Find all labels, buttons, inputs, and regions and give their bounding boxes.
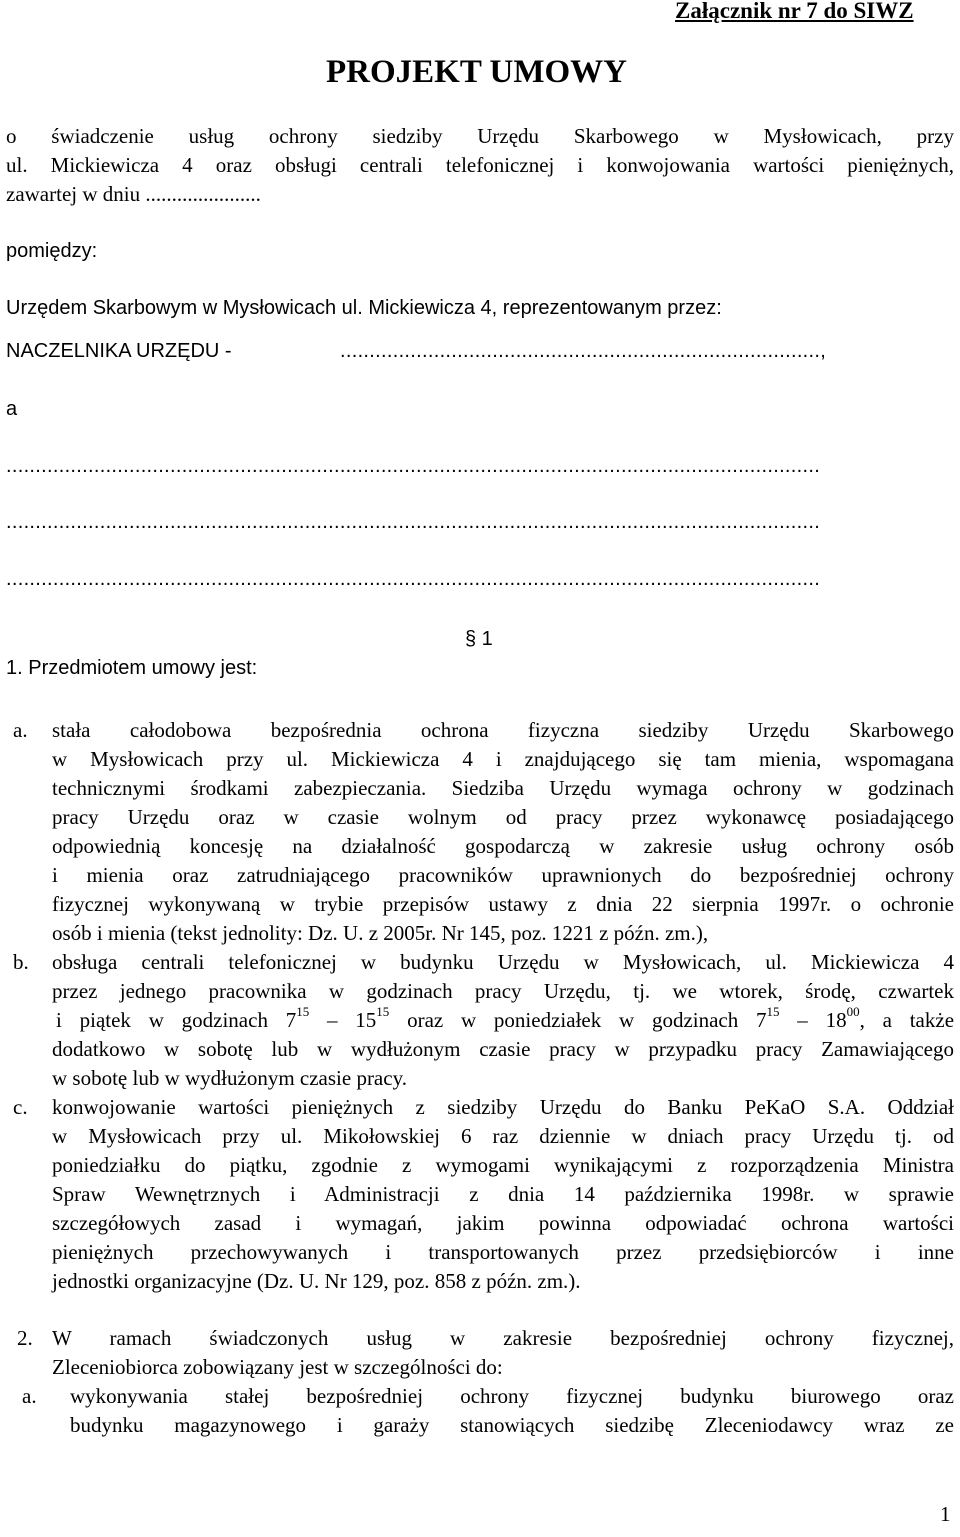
item-a-line: odpowiednią koncesję na działalność gospodarczą w zakresie usług ochrony osób [52,834,954,858]
item-a-line: i mienia oraz zatrudniającego pracowników uprawnionych do bezpośredniej ochrony [52,863,954,887]
item-2a-line: wykonywania stałej bezpośredniej ochrony fizycznej budynku biurowego oraz [70,1384,954,1408]
item-c-text [52,1093,954,1296]
item-b-line: w sobotę lub w wydłużonym czasie pracy. [52,1066,407,1090]
item-b-line: dodatkowo w sobotę lub w wydłużonym czasie pracy w przypadku pracy Zamawiającego [52,1037,954,1061]
item-a-line: pracy Urzędu oraz w czasie wolnym od pracy przez wykonawcę posiadającego [52,805,954,829]
item-a-line: stała całodobowa bezpośrednia ochrona fizyczna siedziby Urzędu Skarbowego [52,718,954,742]
intro-line-1: o świadczenie usług ochrony siedziby Urzędu Skarbowego w Mysłowicach, przy [6,124,954,148]
item-a-line: w Mysłowicach przy ul. Mickiewicza 4 i znajdującego się tam mienia, wspomagana [52,747,954,771]
item-c-line: jednostki organizacyjne (Dz. U. Nr 129, poz. 858 z późn. zm.). [52,1269,581,1293]
item-2a-marker: a. [22,1384,37,1408]
party-line-3: ........................................................................................................................................... [6,568,821,590]
section-symbol: § 1 [465,628,493,650]
document-title: PROJEKT UMOWY [326,54,627,90]
item-a-line: osób i mienia (tekst jednolity: Dz. U. z 2005r. Nr 145, poz. 1221 z późn. zm.), [52,921,709,945]
item-c-line: poniedziałku do piątku, zgodnie z wymogami wynikającymi z rozporządzenia Ministra [52,1153,954,1177]
between-label: pomiędzy: [6,240,98,262]
item-b-line: obsługa centrali telefonicznej w budynku Urzędu w Mysłowicach, ul. Mickiewicza 4 [52,950,954,974]
intro-line-2: ul. Mickiewicza 4 oraz obsługi centrali telefonicznej i konwojowania wartości pieniężnych, [6,153,954,177]
party-line-2: ........................................................................................................................................... [6,511,821,533]
item-b-text [52,948,954,1093]
item-2-line: W ramach świadczonych usług w zakresie bezpośredniej ochrony fizycznej, [52,1326,954,1350]
item-a-text [52,716,954,948]
and-label: a [6,398,18,420]
head-value: .................................................................................., [340,340,827,362]
head-label: NACZELNIKA URZĘDU - [6,340,232,362]
item-b-marker: b. [13,950,29,974]
item-2-text [52,1324,954,1382]
attachment-label: Załącznik nr 7 do SIWZ [675,0,914,23]
item-b-hours-line: i piątek w godzinach $7^{15} - 15^{15}$ oraz w poniedziałek w godzinach $7^{15} - 18^{00}$, a także [56,1004,955,1032]
item-a-line: technicznymi środkami zabezpieczania. Siedziba Urzędu wymaga ochrony w godzinach [52,776,954,800]
item-1-lead: 1. Przedmiotem umowy jest: [6,657,258,679]
item-c-line: w Mysłowicach przy ul. Mikołowskiej 6 raz dziennie w dniach pracy Urzędu tj. od [52,1124,954,1148]
intro-line-3: zawartej w dniu ...................... [6,182,261,206]
item-2a-line: budynku magazynowego i garaży stanowiących siedzibę Zleceniodawcy wraz ze [70,1413,954,1437]
item-a-line: fizycznej wykonywaną w trybie przepisów ustawy z dnia 22 sierpnia 1997r. o ochronie [52,892,954,916]
item-c-line: Spraw Wewnętrznych i Administracji z dnia 14 października 1998r. w sprawie [52,1182,954,1206]
item-c-line: konwojowanie wartości pieniężnych z siedziby Urzędu do Banku PeKaO S.A. Oddział [52,1095,954,1119]
party-line-1: ........................................................................................................................................... [6,455,821,477]
item-b-line: przez jednego pracownika w godzinach pracy Urzędu, tj. we wtorek, środę, czwartek [52,979,954,1003]
item-c-marker: c. [13,1095,28,1119]
item-2-marker: 2. [17,1326,33,1350]
item-a-marker: a. [13,718,28,742]
item-2a-text [70,1382,954,1440]
item-c-line: szczegółowych zasad i wymagań, jakim powinna odpowiadać ochrona wartości [52,1211,954,1235]
item-c-line: pieniężnych przechowywanych i transportowanych przez przedsiębiorców i inne [52,1240,954,1264]
office-line: Urzędem Skarbowym w Mysłowicach ul. Mickiewicza 4, reprezentowanym przez: [6,297,722,319]
item-2-line: Zleceniobiorca zobowiązany jest w szczególności do: [52,1355,503,1379]
page-number: 1 [940,1502,951,1526]
